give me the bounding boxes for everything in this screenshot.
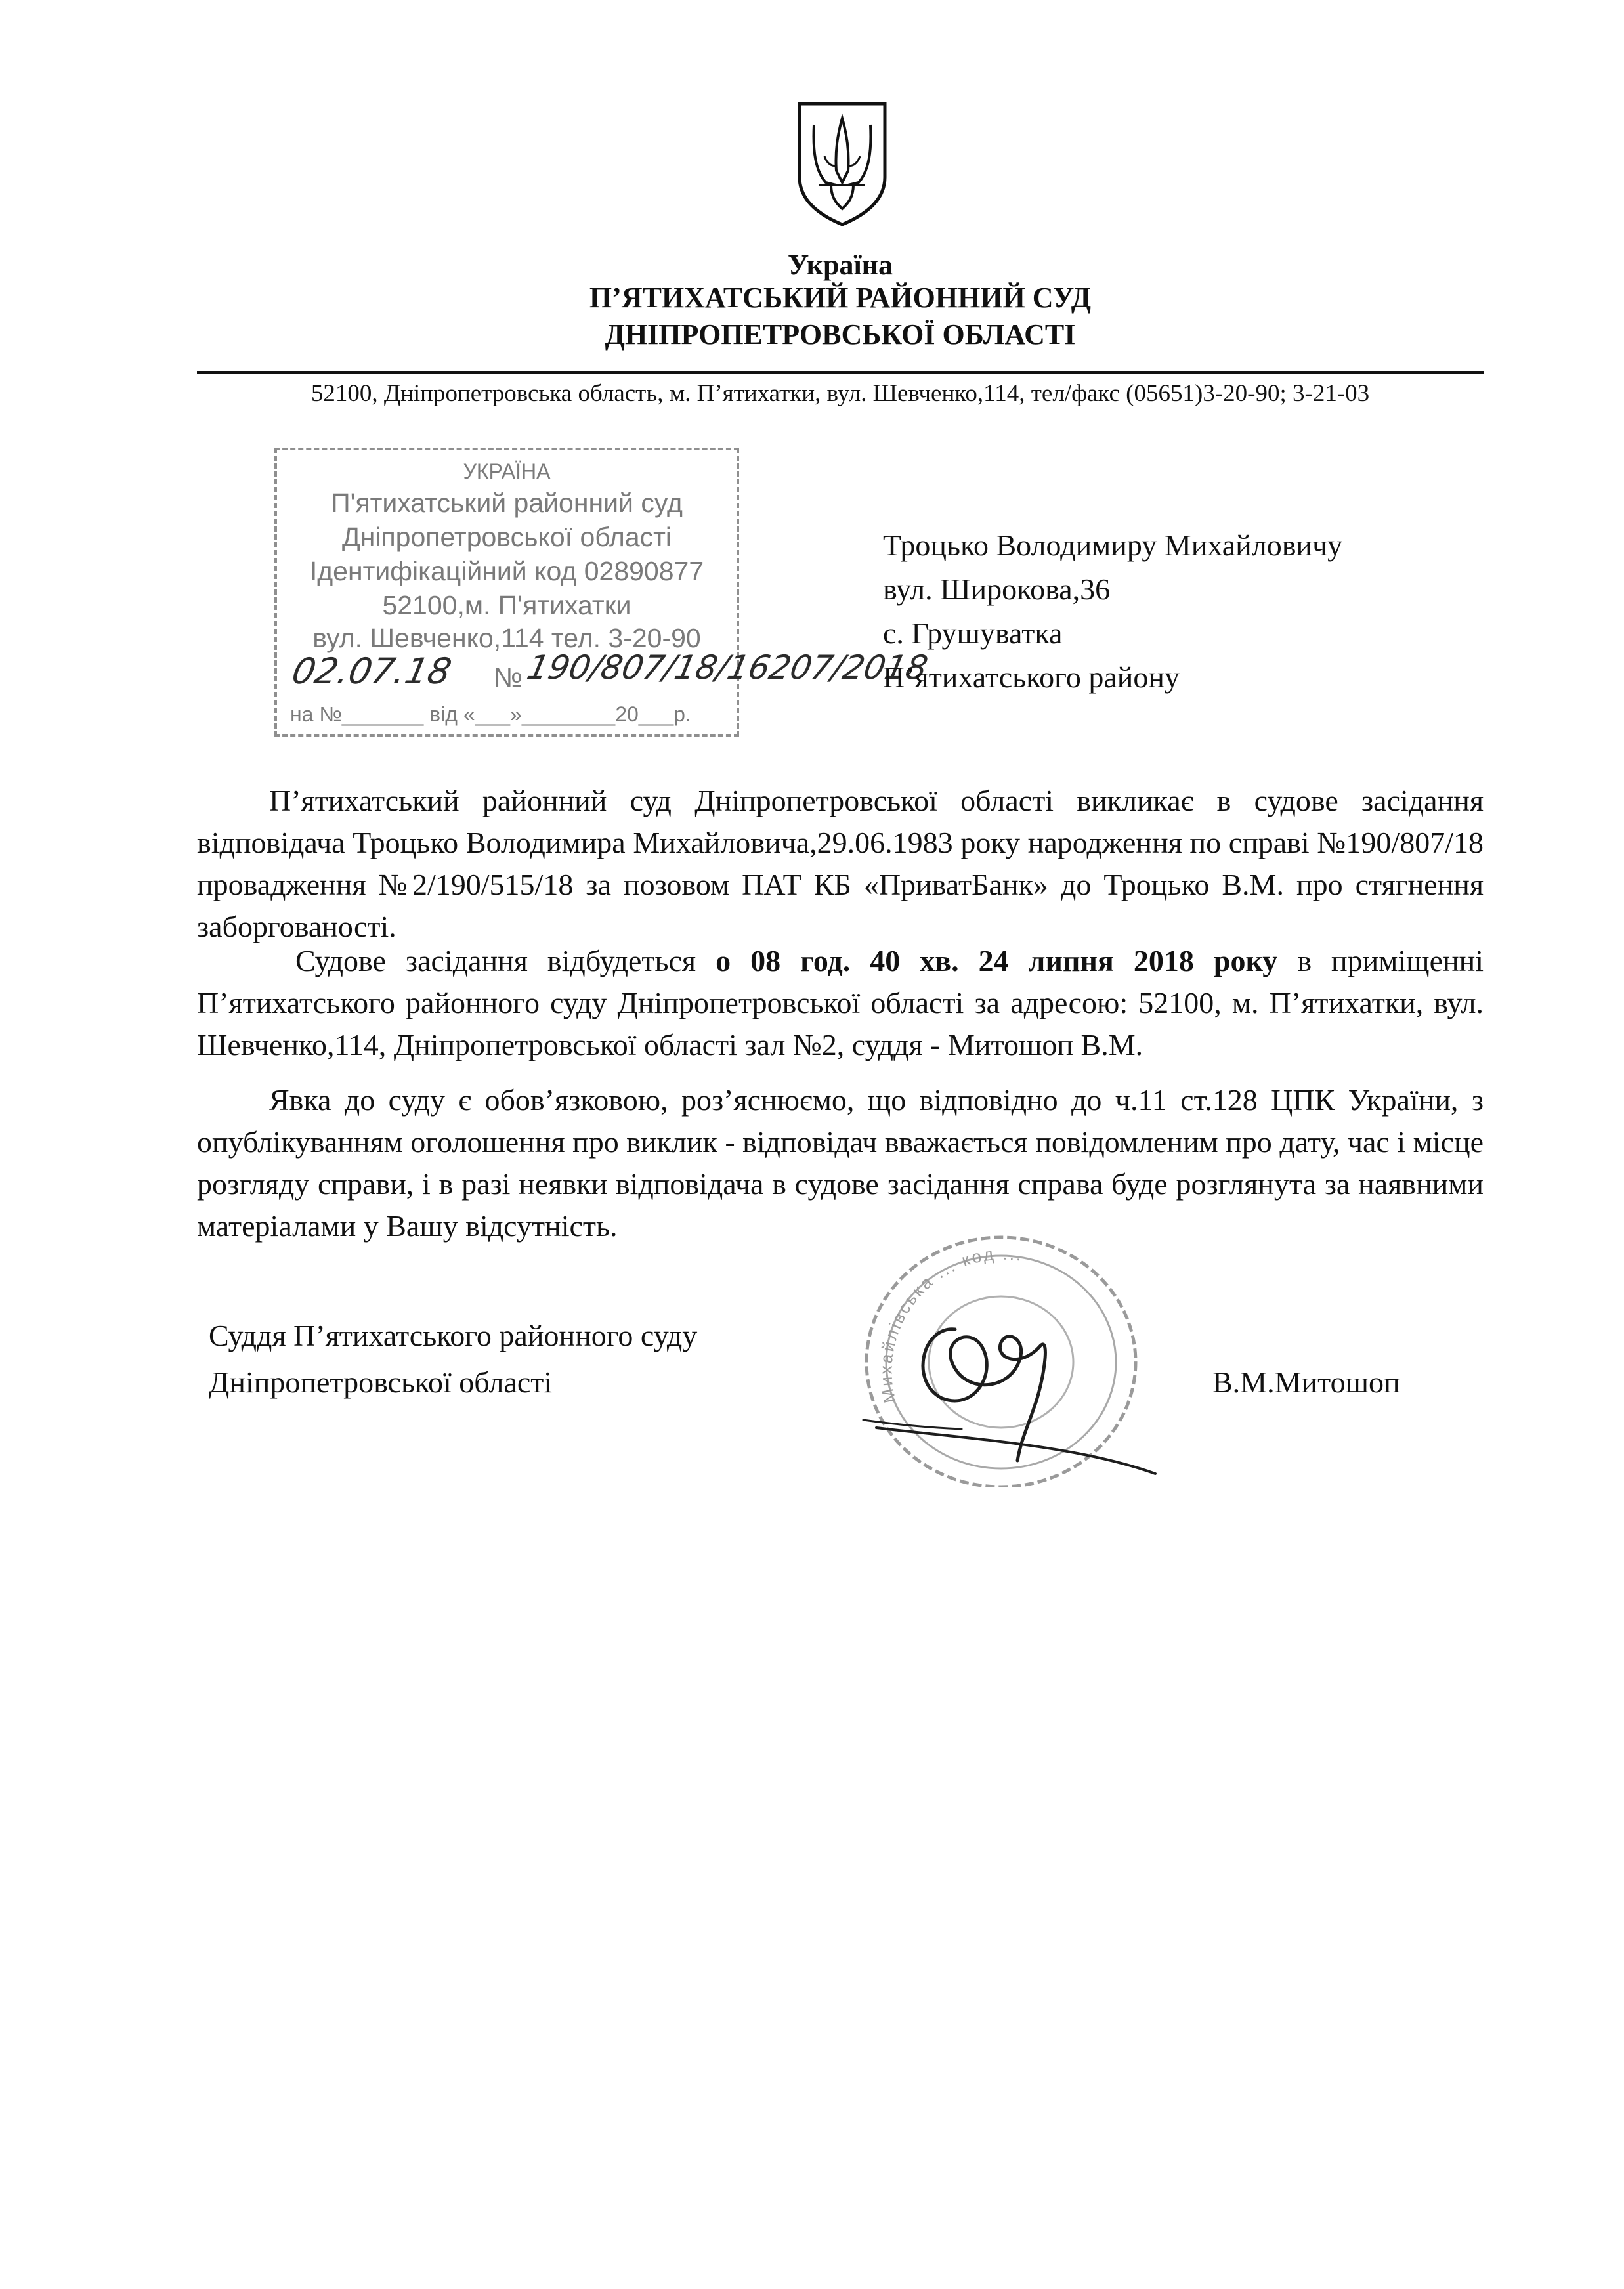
trident-emblem-icon [793,98,891,230]
stamp-street: вул. Шевченко,114 тел. 3-20-90 [312,623,701,653]
registration-stamp [274,448,931,737]
seal-ring-text: Михайлівська ... код ... [876,1243,1025,1405]
stamp-handwritten-date: 02.07.18 [288,651,456,692]
paragraph-2-text-start: Судове засідання відбудеться [295,944,716,977]
stamp-id-code: Ідентифікаційний код 02890877 [309,556,704,586]
letterhead-divider [197,371,1484,374]
signature-title-line-1: Суддя П’ятихатського районного суду [209,1319,698,1352]
stamp-country: УКРАЇНА [463,460,551,483]
hearing-datetime: о 08 год. 40 хв. 24 липня 2018 року [716,944,1278,977]
letterhead-court-name: П’ЯТИХАТСЬКИЙ РАЙОННИЙ СУД [589,282,1092,314]
stamp-handwritten-number: 190/807/18/16207/2018 [523,649,931,687]
addressee-street: вул. Широкова,36 [883,572,1111,606]
stamp-number-label: № [494,662,523,693]
letterhead-address: 52100, Дніпропетровська область, м. П’ятихатки, вул. Шевченко,114, тел/факс (05651)3-20-90; 3-21-03 [310,380,1370,407]
body-paragraph-3: Явка до суду є обов’язковою, роз’яснюємо, що відповідно до ч.11 ст.128 ЦПК України, з опублікуванням оголошення про виклик - відповідач вважається повідомленим про дату, час і місце розгляду справи, і в разі неявки відповідача в судове засідання справа буде розглянута за наявними матеріалами у Вашу відсутність. [197,1083,1484,1243]
stamp-region: Дніпропетровської області [341,522,672,552]
stamp-court: П'ятихатський районний суд [331,488,683,518]
letterhead-region: ДНІПРОПЕТРОВСЬКОЇ ОБЛАСТІ [605,318,1076,351]
body-paragraph-2 [197,940,1484,1066]
body-paragraph-1: П’ятихатський районний суд Дніпропетровської області викликає в судове засідання відповідача Троцько Володимира Михайловича,29.06.1983 року народження по справі №190/807/18 провадження №2/190/515/18 за позовом ПАТ КБ «ПриватБанк» до Троцько В.М. про стягнення заборгованості. [197,784,1484,943]
signature-title-line-2: Дніпропетровської області [209,1365,553,1399]
addressee-district: П’ятихатського району [883,660,1180,694]
addressee-name: Троцько Володимиру Михайловичу [883,528,1343,562]
stamp-reply-line: на №_______ від «___»________20___р. [290,702,691,726]
paragraph-2-text-end: в приміщенні П’ятихатського районного суду Дніпропетровської області за адресою: 52100, м. П’ятихатки, вул. Шевченко,114, Дніпропетровської області зал №2, суддя - Митошоп В.М. [197,944,1484,1061]
round-court-seal [824,1211,1165,1487]
letterhead-country: Україна [787,249,893,281]
addressee-village: с. Грушуватка [883,616,1063,650]
judge-name: В.М.Митошоп [1212,1365,1400,1399]
stamp-postal: 52100,м. П'ятихатки [382,590,631,620]
